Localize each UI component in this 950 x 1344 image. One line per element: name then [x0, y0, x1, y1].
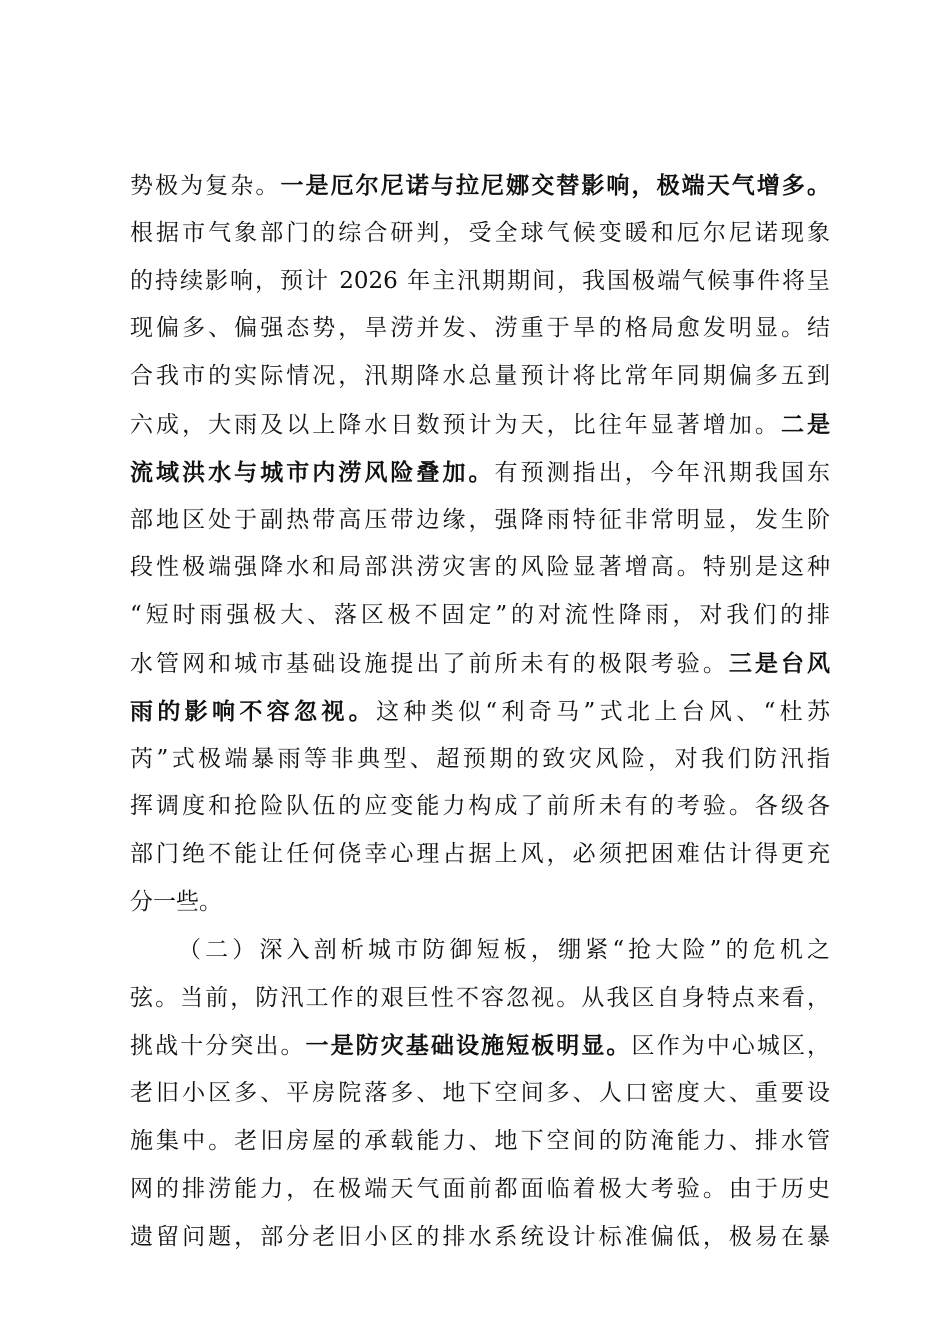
- text-run: 区作为中心城区，: [631, 1033, 831, 1060]
- text-line: [130, 736, 830, 784]
- bold-heading-run: 流域洪水与城市内涝风险叠加。: [130, 458, 495, 486]
- text-run: 老旧小区多、平房院落多、地下空间多、人口密度大、重要设: [130, 1080, 830, 1107]
- text-run: 部地区处于副热带高压带边缘，强降雨特征非常明显，发生阶: [130, 506, 830, 533]
- text-run: 遗留问题，部分老旧小区的排水系统设计标准偏低，极易在暴: [130, 1223, 830, 1250]
- text-run: 六成，大雨及以上降水日数预计为天，比往年显著增加。: [130, 411, 781, 438]
- text-line: [130, 975, 830, 1023]
- text-line: [130, 497, 830, 545]
- text-line: [130, 831, 830, 879]
- text-line: [130, 1166, 830, 1214]
- text-run: 水管网和城市基础设施提出了前所未有的极限考验。: [130, 650, 729, 677]
- text-run: “短时雨强极大、落区极不固定”的对流性降雨，对我们的排: [130, 602, 830, 629]
- section-heading-run: （二）深入剖析城市防御短板，绷紧“抢大险”的危机之: [178, 936, 830, 963]
- bold-heading-run: 一是防灾基础设施短板明显。: [305, 1032, 632, 1060]
- text-line: [130, 1214, 830, 1262]
- text-line: [130, 640, 830, 688]
- text-run: 段性极端强降水和局部洪涝灾害的风险显著增高。特别是这种: [130, 554, 830, 581]
- text-run: 合我市的实际情况，汛期降水总量预计将比常年同期偏多五到: [130, 363, 830, 390]
- text-line: [130, 927, 830, 975]
- bold-heading-run: 雨的影响不容忽视。: [130, 697, 377, 725]
- body-text: [130, 162, 830, 1261]
- text-line: [130, 688, 830, 736]
- bold-heading-run: 二是: [780, 410, 831, 438]
- text-line: [130, 353, 830, 401]
- text-line: [130, 305, 830, 353]
- text-line: [130, 1118, 830, 1166]
- text-run: 施集中。老旧房屋的承载能力、地下空间的防淹能力、排水管: [130, 1127, 830, 1154]
- text-line: [130, 783, 830, 831]
- text-run: 挥调度和抢险队伍的应变能力构成了前所未有的考验。各级各: [130, 793, 830, 820]
- text-run: 有预测指出，今年汛期我国东: [494, 459, 831, 486]
- text-line: [130, 449, 830, 497]
- text-run: 分一些。: [130, 888, 222, 915]
- text-line: [130, 1070, 830, 1118]
- text-line: [130, 401, 830, 449]
- text-run: 部门绝不能让任何侥幸心理占据上风，必须把困难估计得更充: [130, 841, 830, 868]
- text-run: 根据市气象部门的综合研判，受全球气候变暖和厄尔尼诺现象: [130, 219, 830, 246]
- text-run: 现偏多、偏强态势，旱涝并发、涝重于旱的格局愈发明显。结: [130, 315, 830, 342]
- text-line: [130, 162, 830, 210]
- text-run: 这种类似“利奇马”式北上台风、“杜苏: [376, 698, 831, 725]
- text-run: 弦。当前，防汛工作的艰巨性不容忽视。从我区自身特点来看，: [130, 984, 830, 1011]
- text-run: 芮”式极端暴雨等非典型、超预期的致灾风险，对我们防汛指: [130, 745, 830, 772]
- text-line: [130, 592, 830, 640]
- text-line: [130, 210, 830, 258]
- text-run: 的持续影响，预计 2026 年主汛期期间，我国极端气候事件将呈: [130, 267, 830, 294]
- bold-heading-run: 三是台风: [728, 649, 831, 677]
- text-line: [130, 879, 830, 927]
- bold-heading-run: 一是厄尔尼诺与拉尼娜交替影响，极端天气增多。: [280, 172, 831, 199]
- text-line: [130, 1022, 830, 1070]
- text-run: 网的排涝能力，在极端天气面前都面临着极大考验。由于历史: [130, 1175, 830, 1202]
- text-run: 势极为复杂。: [130, 173, 281, 199]
- text-line: [130, 544, 830, 592]
- text-line: [130, 258, 830, 306]
- text-run: 挑战十分突出。: [130, 1033, 306, 1060]
